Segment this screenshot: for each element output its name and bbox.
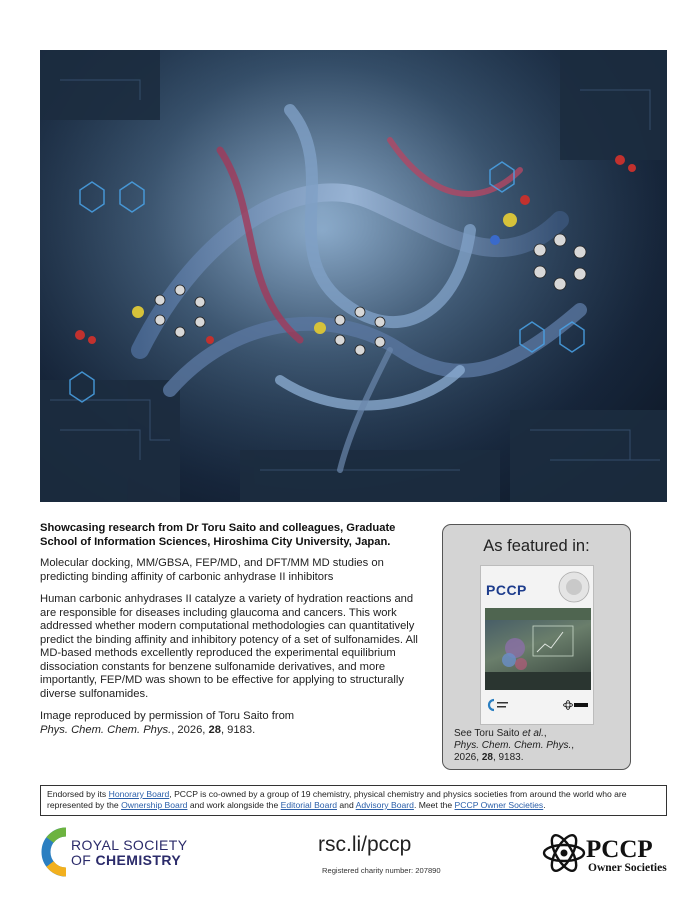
honorary-board-link[interactable]: Honorary Board: [108, 789, 170, 799]
owner-societies-link[interactable]: PCCP Owner Societies: [454, 800, 544, 810]
cover-art-icon: [485, 608, 591, 690]
credit-prefix: Image reproduced by permission of Toru Saito from: [40, 710, 295, 722]
cite-year: 2026,: [454, 752, 482, 763]
cite-pages: , 9183.: [492, 752, 524, 763]
cite-etal: et al.: [522, 728, 544, 739]
cover-pccp-logo-icon: [563, 698, 589, 712]
endorsed-text-2: , PCCP is co-owned by a group of 19 chemistry, physical chemistry and physics societies from around the world who are represented by the: [47, 789, 627, 810]
endorsed-text-5: . Meet the: [413, 800, 455, 810]
endorsed-text-6: .: [543, 800, 546, 810]
rsc-line-2-prefix: OF: [71, 852, 96, 868]
journal-url[interactable]: rsc.li/pccp: [318, 833, 412, 856]
credit-volume: 28: [208, 723, 221, 736]
endorsed-text-4: and: [337, 800, 356, 810]
cover-rsc-logo-icon: [487, 698, 509, 712]
rsc-wordmark: [71, 838, 187, 868]
credit-journal: Phys. Chem. Chem. Phys.: [40, 723, 172, 736]
pccp-logo-text: PCCP: [586, 836, 653, 863]
ownership-board-link[interactable]: Ownership Board: [121, 800, 188, 810]
protein-illustration: [40, 50, 667, 502]
editorial-board-link[interactable]: Editorial Board: [280, 800, 338, 810]
cover-image: [485, 608, 591, 690]
article-text: [40, 522, 420, 737]
cover-badge-icon: [557, 570, 591, 604]
showcase-statement: Showcasing research from Dr Toru Saito and colleagues, Graduate School of Information Sciences, Hiroshima City University, Japan.: [40, 522, 396, 548]
cite-comma: ,: [543, 728, 547, 739]
charity-number: Registered charity number: 207890: [322, 866, 441, 875]
credit-pages: , 9183.: [220, 723, 256, 736]
rsc-line-2-bold: CHEMISTRY: [95, 852, 182, 868]
cite-journal: Phys. Chem. Chem. Phys.: [454, 740, 572, 751]
cover-footer: [485, 694, 591, 722]
cover-journal-logo: PCCP: [486, 582, 527, 598]
cover-artwork: [40, 50, 667, 502]
featured-heading: As featured in:: [483, 537, 590, 555]
article-abstract: Human carbonic anhydrases II catalyze a variety of hydration reactions and are responsible for diseases including glaucoma and cancers. This work addressed whether modern computational methodologies can quantitatively predict the binding affinity and inhibitory potency of a set of sulfonamides. All MD-based methods excellently reproduced the experimental equilibrium dissociation constants for benzene sulfonamide derivatives, and more importantly, FEP/MD was shown to be effective for applying to structurally diverse sulfonamides.: [40, 593, 418, 700]
cite-journal-comma: ,: [571, 740, 575, 751]
image-credit: [40, 710, 420, 737]
journal-cover-thumbnail[interactable]: [480, 565, 594, 725]
pccp-owner-societies-logo-icon[interactable]: [542, 822, 672, 884]
cite-author: See Toru Saito: [454, 728, 523, 739]
rsc-line-1: ROYAL SOCIETY: [71, 837, 188, 853]
endorsement-statement: [40, 785, 667, 816]
credit-year: , 2026,: [171, 723, 209, 736]
pccp-logo-subtext: Owner Societies: [588, 862, 667, 874]
endorsed-text-1: Endorsed by its: [47, 789, 109, 799]
featured-citation: [454, 728, 574, 764]
advisory-board-link[interactable]: Advisory Board: [355, 800, 414, 810]
endorsed-text-3: and work alongside the: [187, 800, 281, 810]
cite-volume: 28: [481, 752, 493, 763]
as-featured-box: [442, 524, 631, 770]
article-title: Molecular docking, MM/GBSA, FEP/MD, and DFT/MM MD studies on predicting binding affinity of carbonic anhydrase II inhibitors: [40, 557, 384, 583]
